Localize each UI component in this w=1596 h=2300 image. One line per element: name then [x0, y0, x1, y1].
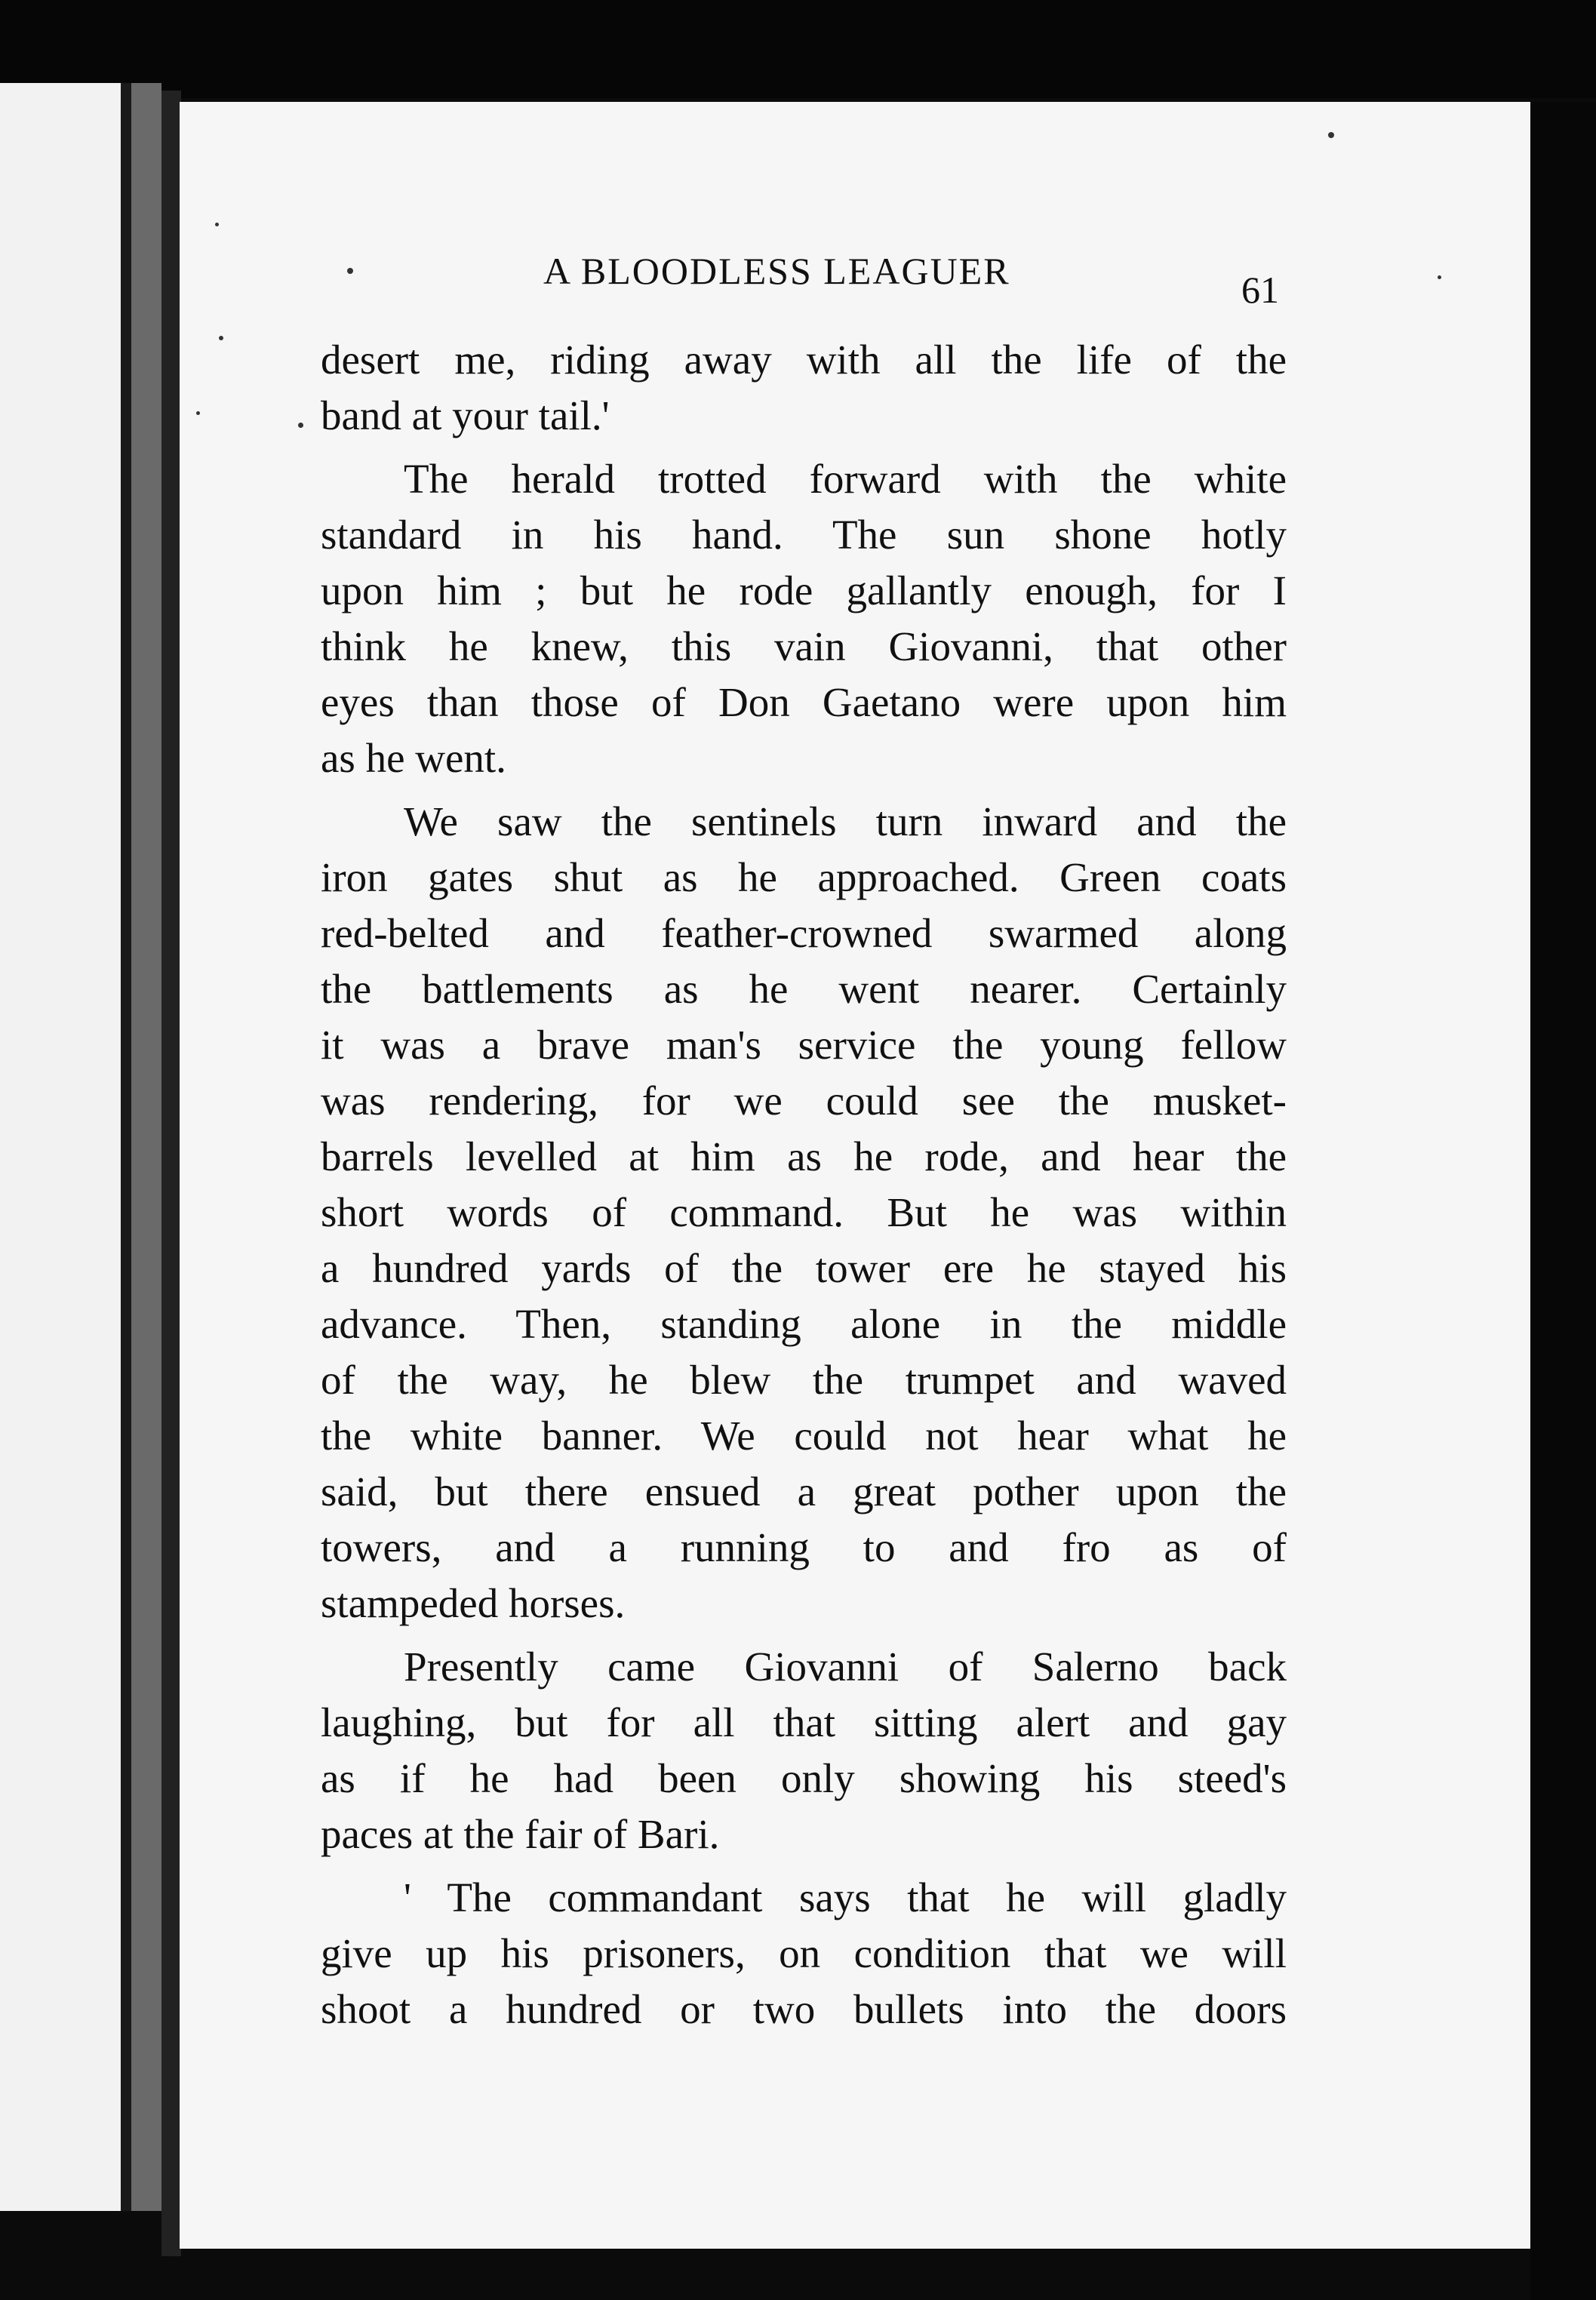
- text-line: eyes than those of Don Gaetano were upon him: [321, 679, 1287, 725]
- text-line: Presently came Giovanni of Salerno back: [404, 1644, 1287, 1690]
- text-line: desert me, riding away with all the life of the: [321, 337, 1287, 383]
- paragraph: [321, 794, 1287, 1631]
- text-line: We saw the sentinels turn inward and the: [404, 798, 1287, 844]
- speck-mark: [215, 223, 219, 226]
- text-line: of the way, he blew the trumpet and waved: [321, 1357, 1287, 1403]
- text-line: as he went.: [321, 735, 506, 781]
- body-text: [321, 332, 1287, 2037]
- speck-mark: [1328, 132, 1334, 138]
- text-line: band at your tail.': [321, 392, 610, 438]
- speck-mark: [347, 268, 353, 274]
- paragraph-gap: [321, 1862, 1287, 1870]
- paragraph-gap: [321, 786, 1287, 794]
- text-line: laughing, but for all that sitting alert and gay: [321, 1699, 1287, 1745]
- paragraph: [321, 1639, 1287, 1862]
- book-gutter: [131, 83, 161, 2211]
- top-dark-band: [0, 0, 1596, 98]
- text-line: was rendering, for we could see the musket-: [321, 1078, 1287, 1124]
- paragraph-gap: [321, 1631, 1287, 1639]
- speck-mark: [219, 336, 223, 340]
- text-line: upon him ; but he rode gallantly enough, for I: [321, 567, 1287, 613]
- text-line: The herald trotted forward with the white: [404, 456, 1287, 502]
- paragraph: [321, 1870, 1287, 2037]
- text-line: paces at the fair of Bari.: [321, 1811, 720, 1857]
- facing-page-border: [121, 83, 131, 2211]
- text-line: ' The commandant says that he will gladly: [404, 1874, 1287, 1920]
- text-line: think he knew, this vain Giovanni, that other: [321, 623, 1287, 669]
- text-line: give up his prisoners, on condition that we will: [321, 1930, 1287, 1976]
- page-shadow: [161, 91, 181, 2256]
- text-line: barrels levelled at him as he rode, and hear the: [321, 1133, 1287, 1179]
- text-line: a hundred yards of the tower ere he stayed his: [321, 1245, 1287, 1291]
- text-line: iron gates shut as he approached. Green coats: [321, 854, 1287, 900]
- text-line: short words of command. But he was within: [321, 1189, 1287, 1235]
- speck-mark: [298, 423, 303, 428]
- text-line: as if he had been only showing his steed's: [321, 1755, 1287, 1801]
- text-line: standard in his hand. The sun shone hotly: [321, 512, 1287, 558]
- right-dark-edge: [1530, 102, 1596, 2300]
- text-line: towers, and a running to and fro as of: [321, 1524, 1287, 1570]
- text-line: the white banner. We could not hear what he: [321, 1413, 1287, 1459]
- page-number: 61: [1241, 269, 1279, 311]
- speck-mark: [1438, 275, 1441, 279]
- paragraph-gap: [321, 444, 1287, 451]
- running-head: A BLOODLESS LEAGUER: [543, 250, 1010, 292]
- text-line: said, but there ensued a great pother upon the: [321, 1468, 1287, 1514]
- text-line: advance. Then, standing alone in the middle: [321, 1301, 1287, 1347]
- paragraph: [321, 451, 1287, 786]
- paragraph: [321, 332, 1287, 444]
- text-line: it was a brave man's service the young fellow: [321, 1022, 1287, 1068]
- text-line: stampeded horses.: [321, 1580, 626, 1626]
- text-line: shoot a hundred or two bullets into the doors: [321, 1986, 1287, 2032]
- speck-mark: [196, 411, 200, 415]
- text-line: the battlements as he went nearer. Certainly: [321, 966, 1287, 1012]
- text-line: red-belted and feather-crowned swarmed along: [321, 910, 1287, 956]
